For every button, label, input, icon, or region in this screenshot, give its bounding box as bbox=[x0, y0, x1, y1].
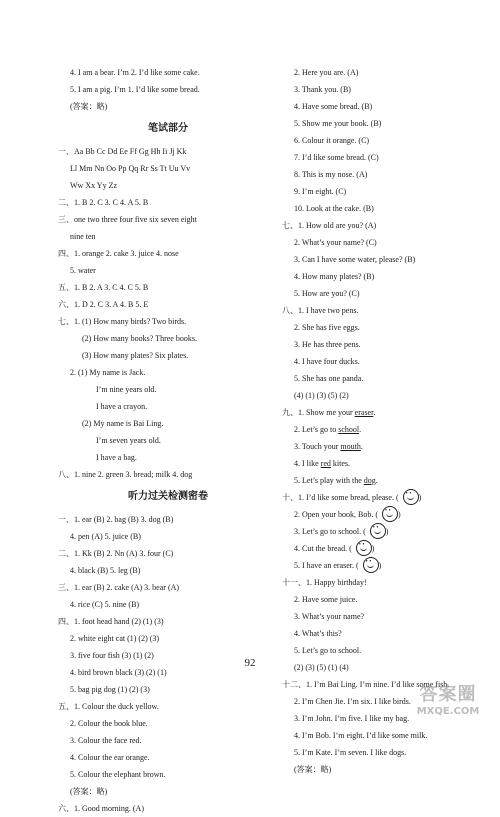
answer-text: 2. white eight cat (1) (2) (3) bbox=[70, 634, 160, 643]
answer-text: 10. Look at the cake. (B) bbox=[294, 204, 374, 213]
answer-line bbox=[58, 715, 278, 732]
answer-text: 二、1. Kk (B) 2. Nn (A) 3. four (C) bbox=[58, 549, 174, 558]
answer-text: (2) My name is Bai Ling. bbox=[82, 419, 164, 428]
answer-line bbox=[58, 630, 278, 647]
answer-line bbox=[282, 761, 492, 778]
answer-text-suffix: . bbox=[360, 442, 363, 451]
answer-text: 二、1. B 2. C 3. C 4. A 5. B bbox=[58, 198, 149, 207]
answer-text: 四、1. orange 2. cake 3. juice 4. nose bbox=[58, 249, 179, 258]
answer-line bbox=[58, 749, 278, 766]
answer-text: (答案：略) bbox=[70, 102, 108, 111]
closing-paren: ) bbox=[371, 544, 375, 553]
answer-text: (2) How many books? Three books. bbox=[82, 334, 197, 343]
answer-line bbox=[58, 766, 278, 783]
answer-text: 十二、1. I’m Bai Ling. I’m nine. I’d like some fish. bbox=[282, 680, 450, 689]
answer-text: 3. He has three pens. bbox=[294, 340, 361, 349]
answer-text: 十一、1. Happy birthday! bbox=[282, 578, 367, 587]
answer-text: 5. She has one panda. bbox=[294, 374, 364, 383]
closing-paren: ) bbox=[398, 510, 401, 519]
answer-line bbox=[58, 415, 278, 432]
answer-text: I’m seven years old. bbox=[96, 436, 161, 445]
answer-text: 2. Colour the book blue. bbox=[70, 719, 148, 728]
section-heading: 笔试部分 bbox=[148, 123, 188, 134]
answer-text: 2. I’m Chen Jie. I’m six. I like birds. bbox=[294, 697, 411, 706]
answer-line bbox=[58, 800, 278, 817]
page-number: 92 bbox=[244, 657, 256, 669]
answer-text: 3. I’m John. I’m five. I like my bag. bbox=[294, 714, 410, 723]
answer-text: (答案：略) bbox=[294, 765, 332, 774]
answer-line bbox=[282, 540, 492, 557]
smiley-face-icon bbox=[403, 489, 419, 505]
answer-text-suffix: . bbox=[373, 408, 376, 417]
closing-paren: ) bbox=[385, 527, 389, 536]
answer-text: 五、1. B 2. A 3. C 4. C 5. B bbox=[58, 283, 149, 292]
answer-line bbox=[282, 489, 492, 506]
answer-line bbox=[282, 353, 492, 370]
answer-line bbox=[282, 234, 492, 251]
answer-line bbox=[282, 251, 492, 268]
answer-line bbox=[282, 557, 492, 574]
underlined-answer: red bbox=[320, 459, 331, 468]
answer-text: 2. Let’s go to bbox=[294, 425, 339, 434]
answer-text: 9. I’m eight. (C) bbox=[294, 187, 347, 196]
answer-line bbox=[282, 455, 492, 472]
answer-text: 九、1. Show me your bbox=[282, 408, 355, 417]
answer-text: 4. How many plates? (B) bbox=[294, 272, 375, 281]
answer-text: 2. (1) My name is Jack. bbox=[70, 368, 146, 377]
answer-text: 4. I like bbox=[294, 459, 321, 468]
answer-text: 3. Colour the face red. bbox=[70, 736, 142, 745]
watermark-cn: 答案圈 bbox=[419, 684, 477, 705]
answer-text: 5. bag pig dog (1) (2) (3) bbox=[70, 685, 150, 694]
answer-line bbox=[282, 574, 492, 591]
answer-line bbox=[282, 370, 492, 387]
answer-line bbox=[282, 625, 492, 642]
answer-text: 5. Colour the elephant brown. bbox=[70, 770, 166, 779]
answer-line bbox=[58, 228, 278, 245]
section-heading: 听力过关检测密卷 bbox=[128, 491, 208, 502]
answer-text: 六、1. Good morning. (A) bbox=[58, 804, 144, 813]
answer-text: Ww Xx Yy Zz bbox=[70, 181, 118, 190]
answer-text: 3. Can I have some water, please? (B) bbox=[294, 255, 416, 264]
answer-line bbox=[58, 347, 278, 364]
answer-line bbox=[58, 262, 278, 279]
underlined-answer: dog bbox=[363, 476, 376, 485]
answer-text: 2. Here you are. (A) bbox=[294, 68, 359, 77]
answer-text: 2. Have some juice. bbox=[294, 595, 358, 604]
answer-line bbox=[58, 296, 278, 313]
watermark-logo bbox=[402, 680, 494, 717]
left-column bbox=[58, 64, 278, 817]
answer-line bbox=[58, 398, 278, 415]
answer-text: 一、Aa Bb Cc Dd Ee Ff Gg Hh Ii Jj Kk bbox=[58, 147, 187, 156]
answer-text: I’m nine years old. bbox=[96, 385, 157, 394]
answer-line bbox=[282, 744, 492, 761]
answer-text: 5. Let’s go to school. bbox=[294, 646, 362, 655]
answer-text: 4. bird brown black (3) (2) (1) bbox=[70, 668, 167, 677]
answer-text: 4. Colour the ear orange. bbox=[70, 753, 150, 762]
answer-line bbox=[282, 438, 492, 455]
answer-line bbox=[58, 313, 278, 330]
answer-line bbox=[58, 194, 278, 211]
answer-line bbox=[58, 783, 278, 800]
answer-line bbox=[58, 64, 278, 81]
answer-text: 4. What’s this? bbox=[294, 629, 342, 638]
answer-line bbox=[282, 472, 492, 489]
answer-line bbox=[282, 421, 492, 438]
answer-text: 5. I am a pig. I’m 1. I’d like some bread. bbox=[70, 85, 200, 94]
answer-text: 2. Open your book, Bob. ( bbox=[294, 510, 378, 519]
answer-text: 十、1. I’d like some bread, please. ( bbox=[282, 493, 399, 502]
answer-text: 三、one two three four five six seven eight bbox=[58, 215, 197, 224]
answer-text: 4. I’m Bob. I’m eight. I’d like some milk. bbox=[294, 731, 428, 740]
answer-line bbox=[58, 528, 278, 545]
watermark-en: MXQE.COM bbox=[416, 706, 480, 717]
answer-line bbox=[58, 381, 278, 398]
answer-line bbox=[282, 200, 492, 217]
answer-line bbox=[282, 268, 492, 285]
answer-text: 4. Have some bread. (B) bbox=[294, 102, 373, 111]
answer-text: 3. Let’s go to school. ( bbox=[294, 527, 366, 536]
answer-line bbox=[282, 285, 492, 302]
underlined-answer: mouth bbox=[340, 442, 361, 451]
answer-text: 八、1. I have two pens. bbox=[282, 306, 359, 315]
answer-line bbox=[58, 579, 278, 596]
answer-line bbox=[58, 279, 278, 296]
answer-text-suffix: kites. bbox=[330, 459, 350, 468]
answer-text: 4. Cut the bread. ( bbox=[294, 544, 352, 553]
answer-text: nine ten bbox=[70, 232, 96, 241]
answer-text: 3. Touch your bbox=[294, 442, 341, 451]
answer-line bbox=[282, 591, 492, 608]
answer-line bbox=[58, 732, 278, 749]
answer-text: 七、1. (1) How many birds? Two birds. bbox=[58, 317, 187, 326]
answer-text: 4. rice (C) 5. nine (B) bbox=[70, 600, 140, 609]
answer-text: (3) How many plates? Six plates. bbox=[82, 351, 189, 360]
answer-line bbox=[58, 245, 278, 262]
answer-line bbox=[282, 217, 492, 234]
answer-line bbox=[58, 177, 278, 194]
right-column bbox=[282, 64, 492, 778]
answer-text: 3. five four fish (3) (1) (2) bbox=[70, 651, 154, 660]
answer-text-suffix: . bbox=[375, 476, 378, 485]
answer-line bbox=[282, 166, 492, 183]
answer-line bbox=[282, 98, 492, 115]
answer-line bbox=[282, 149, 492, 166]
answer-text: 5. I’m Kate. I’m seven. I like dogs. bbox=[294, 748, 407, 757]
answer-text: 7. I’d like some bread. (C) bbox=[294, 153, 379, 162]
answer-text: 3. Thank you. (B) bbox=[294, 85, 351, 94]
answer-line bbox=[282, 387, 492, 404]
answer-line bbox=[58, 143, 278, 160]
answer-text: (4) (1) (3) (5) (2) bbox=[294, 391, 349, 400]
answer-line bbox=[58, 698, 278, 715]
answer-line bbox=[58, 681, 278, 698]
answer-text-suffix: . bbox=[359, 425, 362, 434]
answer-text: 8. This is my nose. (A) bbox=[294, 170, 368, 179]
answer-text: 八、1. nine 2. green 3. bread; milk 4. dog bbox=[58, 470, 193, 479]
answer-line bbox=[58, 511, 278, 528]
answer-line bbox=[58, 596, 278, 613]
answer-line bbox=[58, 562, 278, 579]
answer-text: I have a crayon. bbox=[96, 402, 148, 411]
answer-line bbox=[58, 466, 278, 483]
answer-text: (2) (3) (5) (1) (4) bbox=[294, 663, 349, 672]
underlined-answer: school bbox=[338, 425, 360, 434]
answer-text: 5. Let’s play with the bbox=[294, 476, 364, 485]
answer-text: Ll Mm Nn Oo Pp Qq Rr Ss Tt Uu Vv bbox=[70, 164, 191, 173]
answer-line bbox=[58, 364, 278, 381]
answer-line bbox=[58, 81, 278, 98]
answer-text: I have a bag. bbox=[96, 453, 137, 462]
underlined-answer: eraser bbox=[354, 408, 374, 417]
answer-text: 七、1. How old are you? (A) bbox=[282, 221, 377, 230]
answer-line bbox=[282, 506, 492, 523]
answer-line bbox=[58, 545, 278, 562]
answer-line bbox=[282, 302, 492, 319]
answer-line bbox=[58, 98, 278, 115]
answer-text: 三、1. ear (B) 2. cake (A) 3. bear (A) bbox=[58, 583, 180, 592]
answer-line bbox=[282, 81, 492, 98]
answer-text: 4. I have four ducks. bbox=[294, 357, 360, 366]
answer-line bbox=[58, 432, 278, 449]
smiley-face-icon bbox=[363, 557, 379, 573]
answer-line bbox=[282, 404, 492, 421]
answer-line bbox=[282, 132, 492, 149]
answer-text: 2. What’s your name? (C) bbox=[294, 238, 377, 247]
answer-line bbox=[58, 160, 278, 177]
smiley-face-icon bbox=[370, 523, 386, 539]
answer-text: 2. She has five eggs. bbox=[294, 323, 360, 332]
answer-text: 一、1. ear (B) 2. bag (B) 3. dog (B) bbox=[58, 515, 174, 524]
answer-line bbox=[282, 336, 492, 353]
smiley-face-icon bbox=[356, 540, 372, 556]
answer-text: 5. Show me your book. (B) bbox=[294, 119, 382, 128]
answer-line bbox=[282, 183, 492, 200]
answer-line bbox=[282, 64, 492, 81]
answer-text: 4. black (B) 5. leg (B) bbox=[70, 566, 141, 575]
answer-text: 5. I have an eraser. ( bbox=[294, 561, 359, 570]
answer-line bbox=[282, 115, 492, 132]
answer-line bbox=[58, 330, 278, 347]
answer-line bbox=[58, 211, 278, 228]
answer-line bbox=[58, 449, 278, 466]
closing-paren: ) bbox=[418, 493, 422, 502]
answer-line bbox=[282, 523, 492, 540]
answer-line bbox=[58, 613, 278, 630]
answer-text: 4. I am a bear. I’m 2. I’d like some cake. bbox=[70, 68, 200, 77]
answer-text: 5. How are you? (C) bbox=[294, 289, 360, 298]
answer-text: 五、1. Colour the duck yellow. bbox=[58, 702, 159, 711]
answer-text: (答案：略) bbox=[70, 787, 108, 796]
answer-line bbox=[282, 319, 492, 336]
answer-text: 4. pen (A) 5. juice (B) bbox=[70, 532, 141, 541]
answer-text: 6. Colour it orange. (C) bbox=[294, 136, 370, 145]
answer-text: 六、1. D 2. C 3. A 4. B 5. E bbox=[58, 300, 149, 309]
answer-text: 5. water bbox=[70, 266, 96, 275]
answer-text: 四、1. foot head hand (2) (1) (3) bbox=[58, 617, 164, 626]
answer-line bbox=[282, 727, 492, 744]
answer-line bbox=[282, 608, 492, 625]
closing-paren: ) bbox=[378, 561, 382, 570]
smiley-face-icon bbox=[382, 506, 398, 522]
answer-text: 3. What’s your name? bbox=[294, 612, 365, 621]
